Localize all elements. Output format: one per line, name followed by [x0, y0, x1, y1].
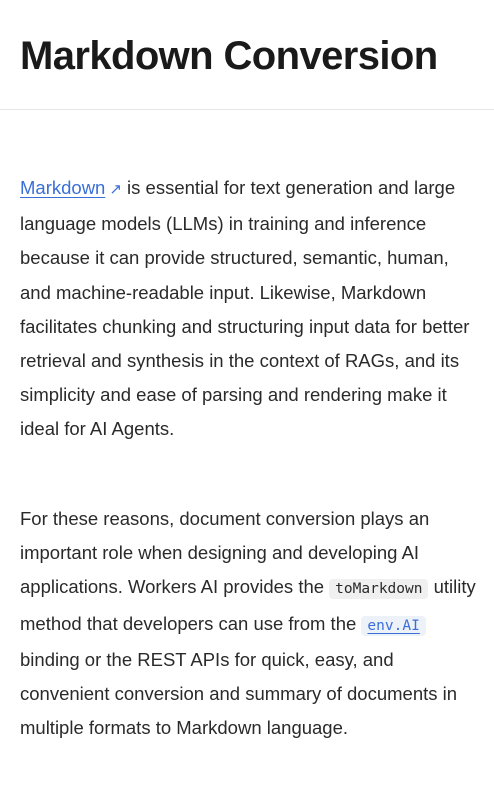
- paragraph-text-part-c: binding or the REST APIs for quick, easy, and convenient conversion and summary of documents in multiple formats to Markdown language.: [20, 648, 458, 739]
- paragraph-document-conversion: [20, 502, 482, 745]
- markdown-link[interactable]: [20, 177, 122, 198]
- paragraph-text-part-b: utility method that developers can use from the: [20, 576, 476, 634]
- paragraph-markdown-intro-text: is essential for text generation and large language models (LLMs) in training and inference because it can provide structured, semantic, human, and machine-readable input. Likewise, Markdown facilitates chunking and structuring input data for better retrieval and synthesis in the context of RAGs, and its simplicity and ease of parsing and rendering make it ideal for AI Agents.: [20, 177, 470, 440]
- env-ai-link[interactable]: env.AI: [361, 616, 425, 636]
- page-title: Markdown Conversion: [20, 34, 438, 78]
- paragraph-text-part-a: For these reasons, document conversion plays an important role when designing and developing AI applications. Workers AI provides the: [20, 508, 430, 598]
- paragraph-markdown-intro: [20, 0, 482, 447]
- tomarkdown-code: toMarkdown: [329, 579, 428, 599]
- external-link-icon: ↗: [109, 181, 122, 198]
- markdown-link-label: Markdown: [20, 177, 106, 198]
